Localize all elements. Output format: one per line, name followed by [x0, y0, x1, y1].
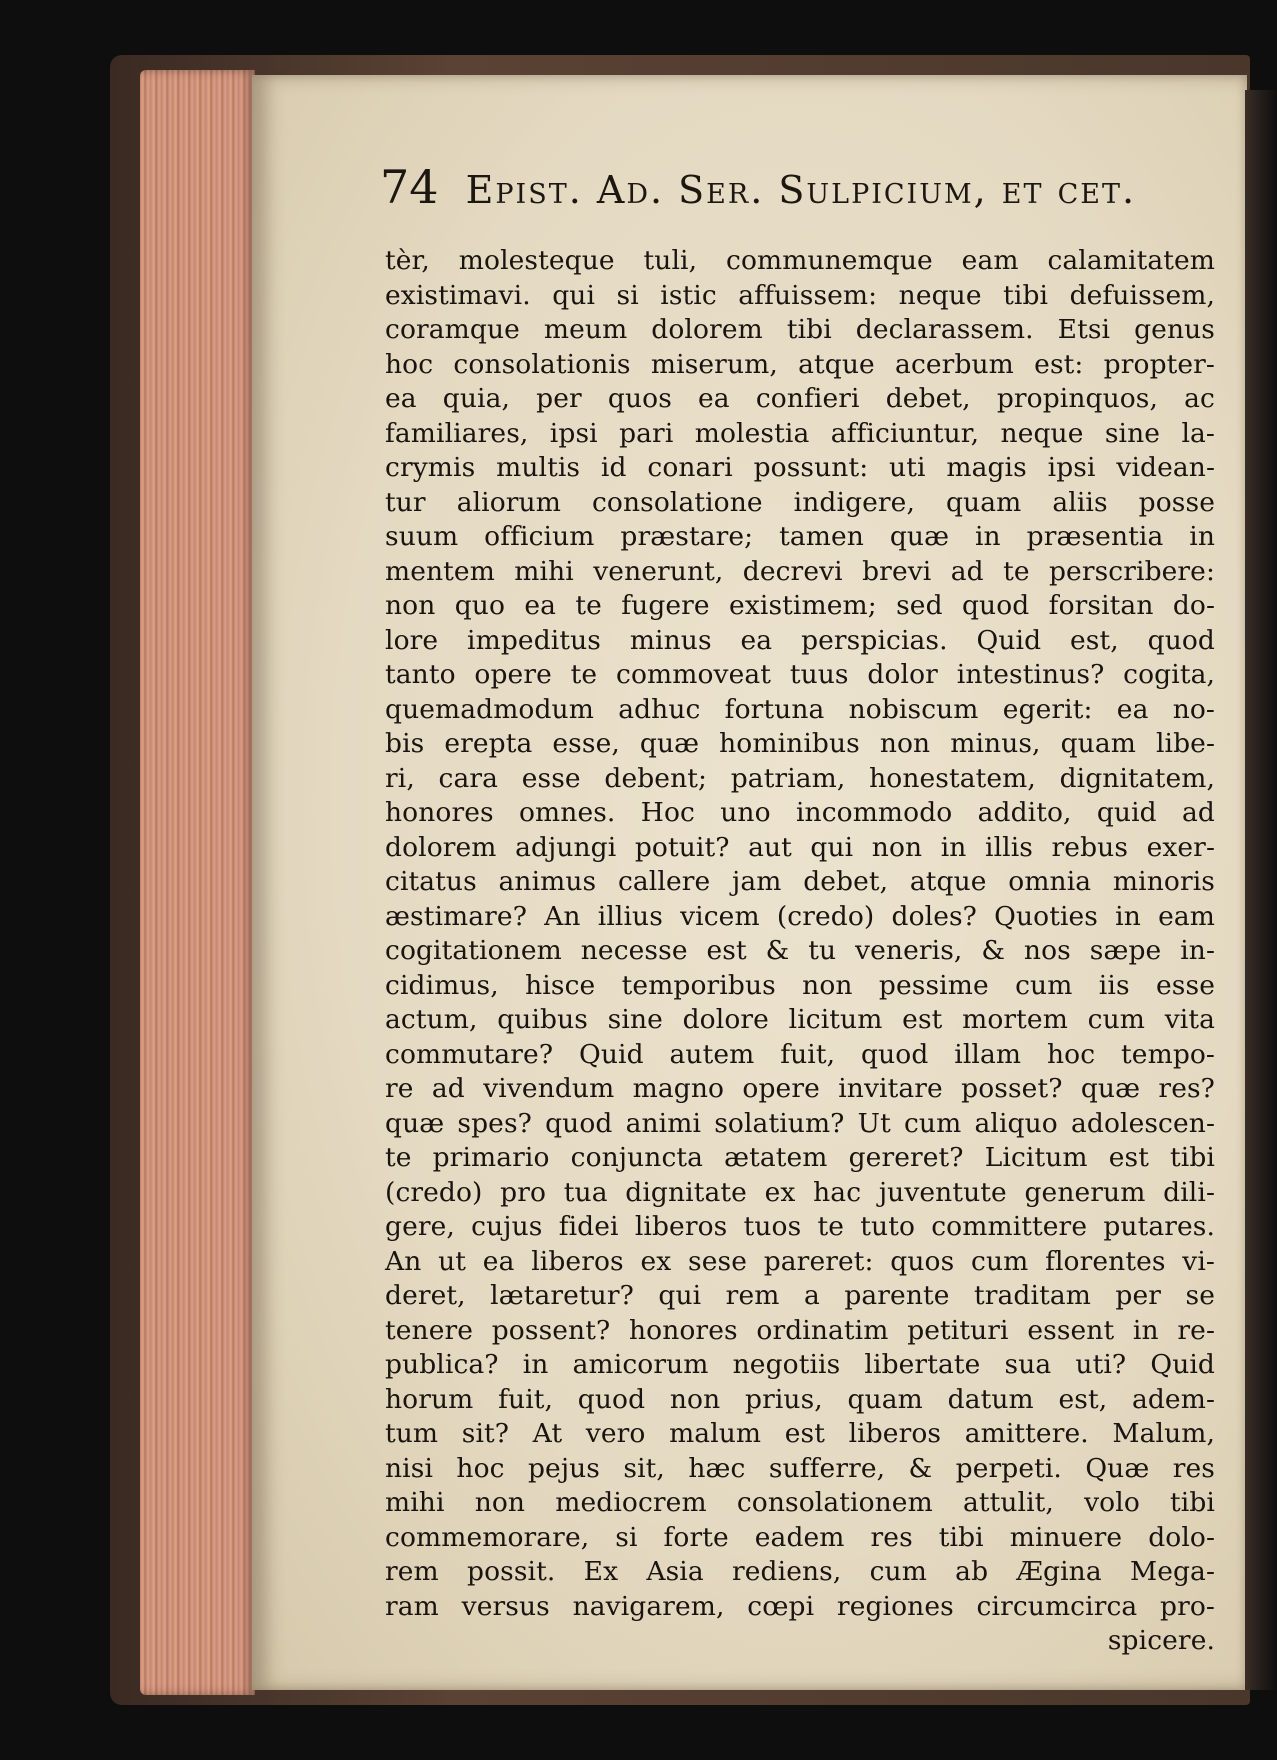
gutter-shadow [1245, 90, 1277, 1690]
text-line: mihi non mediocrem consolationem attulit, volo tibi [385, 1487, 1215, 1518]
page-number: 74 [380, 160, 439, 214]
page-header [380, 160, 1170, 220]
text-line: dolorem adjungi potuit? aut qui non in illis rebus exer- [385, 831, 1215, 863]
text-line: tèr, molesteque tuli, communemque eam calamitatem [385, 245, 1215, 276]
text-line: tur aliorum consolatione indigere, quam aliis posse [385, 486, 1215, 518]
text-line: tenere possent? honores ordinatim petituri essent in re- [385, 1314, 1215, 1346]
text-line: bis erepta esse, quæ hominibus non minus, quam libe- [385, 728, 1215, 759]
text-line: hoc consolationis miserum, atque acerbum est: propter- [385, 348, 1215, 380]
body-text [385, 244, 1215, 1659]
text-line: crymis multis id conari possunt: uti magis ipsi videan- [385, 452, 1215, 483]
text-line: ri, cara esse debent; patriam, honestatem, dignitatem, [385, 762, 1215, 794]
text-line: An ut ea liberos ex sese pareret: quos cum florentes vi- [385, 1245, 1215, 1277]
text-line: cidimus, hisce temporibus non pessime cum iis esse [385, 969, 1215, 1001]
text-line: te primario conjuncta ætatem gereret? Licitum est tibi [385, 1142, 1215, 1173]
text-line: suum officium præstare; tamen quæ in præsentia in [385, 521, 1215, 552]
text-line: commemorare, si forte eadem res tibi minuere dolo- [385, 1521, 1215, 1553]
text-line: honores omnes. Hoc uno incommodo addito, quid ad [385, 797, 1215, 828]
text-line: existimavi. qui si istic affuissem: neque tibi defuissem, [385, 279, 1215, 311]
text-line: deret, lætaretur? qui rem a parente traditam per se [385, 1280, 1215, 1311]
text-line: familiares, ipsi pari molestia afficiuntur, neque sine la- [385, 417, 1215, 449]
text-line: æstimare? An illius vicem (credo) doles? Quoties in eam [385, 900, 1215, 932]
text-line: quemadmodum adhuc fortuna nobiscum egerit: ea no- [385, 693, 1215, 725]
text-line: ram versus navigarem, cœpi regiones circumcirca pro- [385, 1590, 1215, 1622]
running-title: Epist. Ad. Ser. Sulpicium, et cet. [465, 168, 1137, 212]
page-edges [140, 70, 255, 1695]
text-line: actum, quibus sine dolore licitum est mortem cum vita [385, 1004, 1215, 1035]
text-line: nisi hoc pejus sit, hæc sufferre, & perpeti. Quæ res [385, 1452, 1215, 1484]
text-line: spicere. [1107, 1625, 1215, 1656]
text-line: cogitationem necesse est & tu veneris, & nos sæpe in- [385, 935, 1215, 966]
text-line: rem possit. Ex Asia rediens, cum ab Ægina Mega- [385, 1556, 1215, 1587]
text-line: (credo) pro tua dignitate ex hac juventute generum dili- [385, 1176, 1215, 1208]
text-line: non quo ea te fugere existimem; sed quod forsitan do- [385, 590, 1215, 621]
text-line: quæ spes? quod animi solatium? Ut cum aliquo adolescen- [385, 1107, 1215, 1139]
text-line: ea quia, per quos ea confieri debet, propinquos, ac [385, 383, 1215, 414]
text-line: commutare? Quid autem fuit, quod illam hoc tempo- [385, 1038, 1215, 1070]
text-line: publica? in amicorum negotiis libertate sua uti? Quid [385, 1349, 1215, 1380]
text-line: gere, cujus fidei liberos tuos te tuto committere putares. [385, 1211, 1215, 1242]
text-line: lore impeditus minus ea perspicias. Quid est, quod [385, 624, 1215, 656]
text-line: tum sit? At vero malum est liberos amittere. Malum, [385, 1418, 1215, 1449]
text-line: horum fuit, quod non prius, quam datum est, adem- [385, 1383, 1215, 1415]
text-line: tanto opere te commoveat tuus dolor intestinus? cogita, [385, 659, 1215, 690]
text-line: citatus animus callere jam debet, atque omnia minoris [385, 866, 1215, 897]
text-line: mentem mihi venerunt, decrevi brevi ad te perscribere: [385, 555, 1215, 587]
text-line: coramque meum dolorem tibi declarassem. Etsi genus [385, 314, 1215, 345]
text-line: re ad vivendum magno opere invitare posset? quæ res? [385, 1073, 1215, 1104]
